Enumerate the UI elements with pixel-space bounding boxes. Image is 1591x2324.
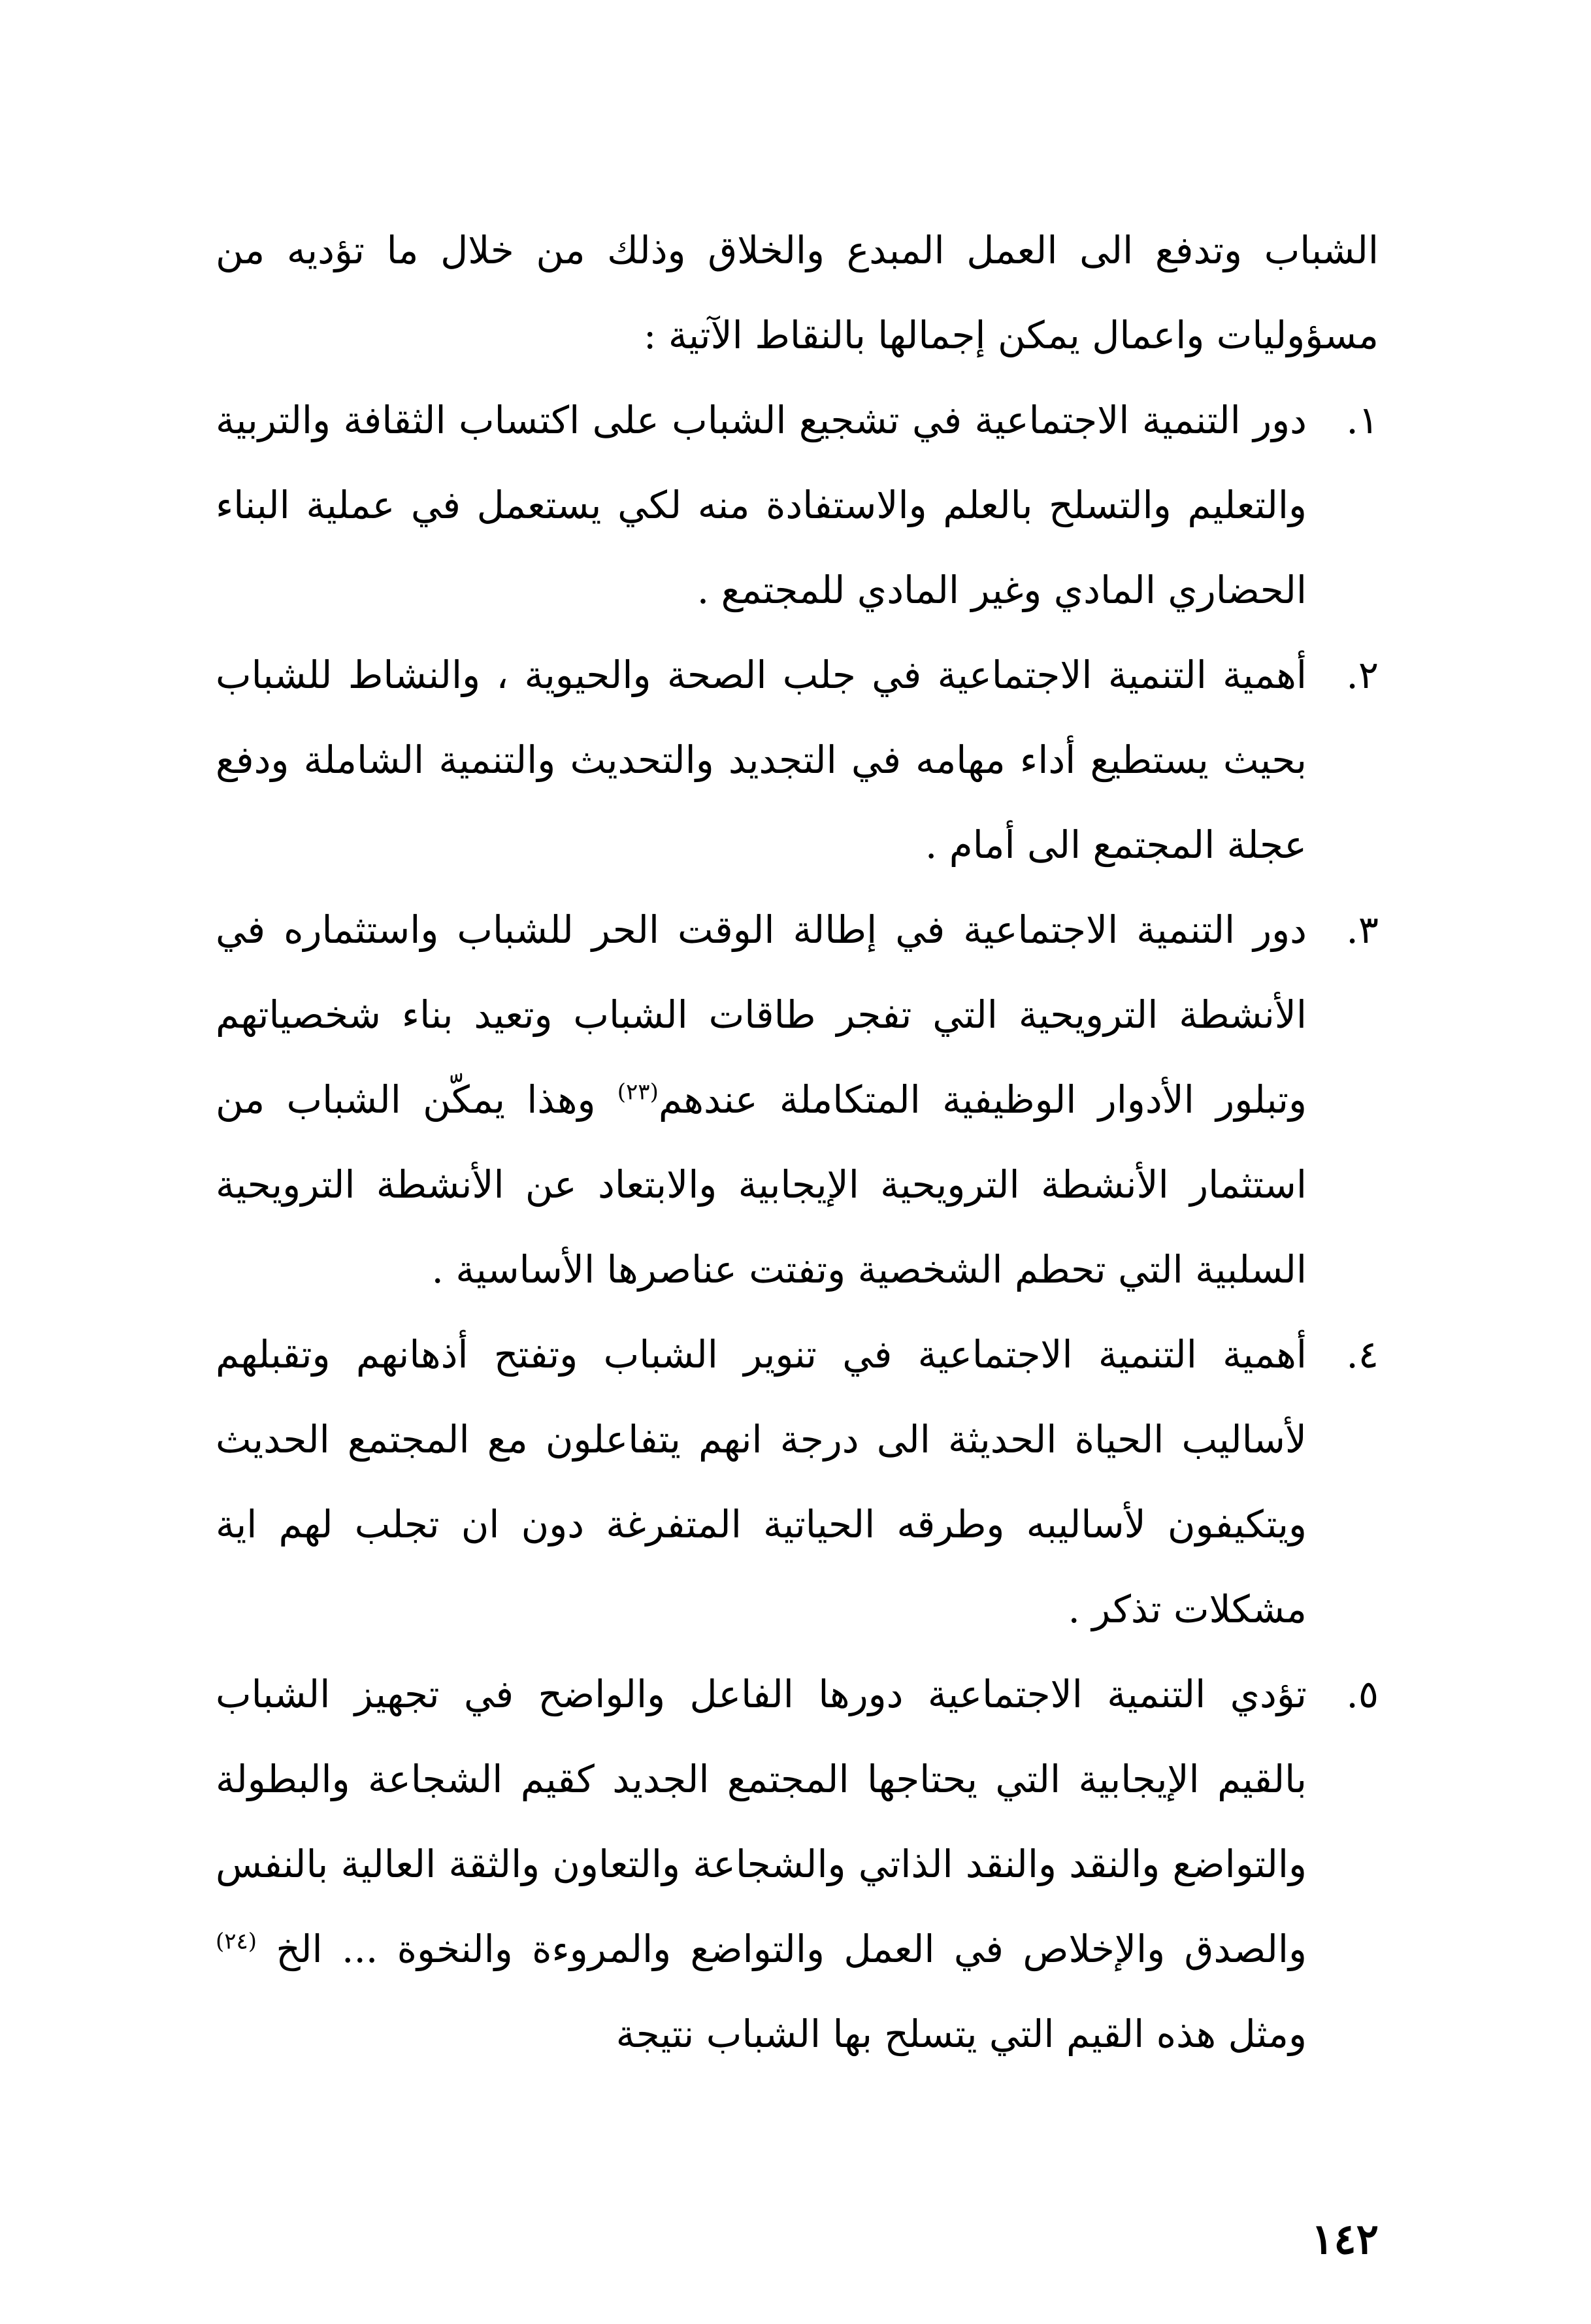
item-text-after-ref: ومثل هذه القيم التي يتسلح بها الشباب نتيجة — [615, 2012, 1307, 2056]
page-number: ١٤٢ — [1311, 2215, 1379, 2264]
item-text-before-ref: دور التنمية الاجتماعية في إطالة الوقت الحر للشباب واستثماره في الأنشطة الترويحية التي تفجر طاقات الشباب وتعيد بناء شخصياتهم وتبلور الأدوار الوظيفية المتكاملة عندهم — [216, 908, 1307, 1122]
item-text: أهمية التنمية الاجتماعية في تنوير الشباب وتفتح أذهانهم وتقبلهم لأساليب الحياة الحديثة الى درجة انهم يتفاعلون مع المجتمع الحديث ويتكيفون لأساليبه وطرقه الحياتية المتفرغة دون ان تجلب لهم اية مشكلات تذكر . — [216, 1332, 1307, 1631]
footnote-ref: (٢٣) — [617, 1079, 659, 1105]
points-list — [216, 378, 1379, 2076]
item-number: ١. — [1346, 398, 1379, 442]
item-number: ٥. — [1346, 1672, 1379, 1716]
item-text-after-ref: وهذا يمكّن الشباب من استثمار الأنشطة الترويحية الإيجابية والابتعاد عن الأنشطة الترويحية السلبية التي تحطم الشخصية وتفتت عناصرها الأساسية . — [216, 1077, 1307, 1292]
list-item — [216, 378, 1379, 632]
item-number: ٢. — [1346, 653, 1379, 697]
item-text-before-ref: تؤدي التنمية الاجتماعية دورها الفاعل والواضح في تجهيز الشباب بالقيم الإيجابية التي يحتاجها المجتمع الجديد كقيم الشجاعة والبطولة والتواضع والنقد والنقد الذاتي والشجاعة والتعاون والثقة العالية بالنفس والصدق والإخلاص في العمل والتواضع والمروءة والنخوة ... الخ — [216, 1672, 1307, 1971]
footnote-ref: (٢٤) — [216, 1928, 257, 1955]
item-number: ٤. — [1346, 1332, 1379, 1377]
list-item — [216, 887, 1379, 1312]
item-number: ٣. — [1346, 908, 1379, 952]
item-text: دور التنمية الاجتماعية في تشجيع الشباب على اكتساب الثقافة والتربية والتعليم والتسلح بالعلم والاستفادة منه لكي يستعمل في عملية البناء الحضاري المادي وغير المادي للمجتمع . — [216, 398, 1307, 612]
list-item — [216, 1652, 1379, 2076]
list-item — [216, 632, 1379, 887]
item-text: أهمية التنمية الاجتماعية في جلب الصحة والحيوية ، والنشاط للشباب بحيث يستطيع أداء مهامه في التجديد والتحديث والتنمية الشاملة ودفع عجلة المجتمع الى أمام . — [216, 653, 1307, 867]
intro-paragraph: الشباب وتدفع الى العمل المبدع والخلاق وذلك من خلال ما تؤديه من مسؤوليات واعمال يمكن إجمالها بالنقاط الآتية : — [216, 228, 1379, 357]
body-text — [216, 208, 1379, 2076]
list-item — [216, 1312, 1379, 1652]
